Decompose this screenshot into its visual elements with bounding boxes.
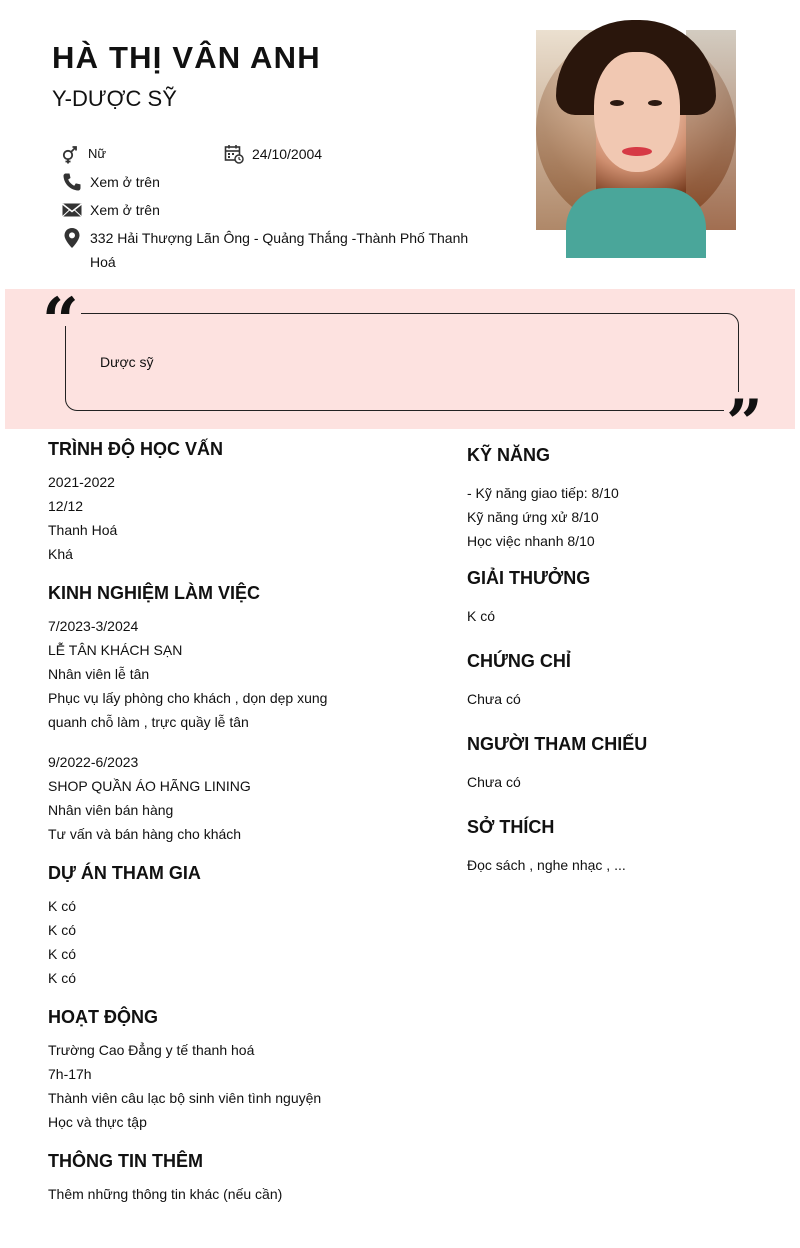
certificates-list [467, 687, 521, 711]
activity-line: Thành viên câu lạc bộ sinh viên tình nguyện [48, 1090, 322, 1106]
open-quote-icon: “ [42, 284, 79, 359]
activity-line: 7h-17h [48, 1066, 92, 1082]
experience-position: Nhân viên lễ tân [48, 666, 150, 682]
education-list [48, 470, 117, 566]
job-title: Y-DƯỢC SỸ [52, 86, 177, 111]
phone-row [60, 170, 160, 194]
skill-line: Học việc nhanh 8/10 [467, 533, 595, 549]
additional-info-line: Thêm những thông tin khác (nếu cần) [48, 1186, 283, 1202]
references-title: NGƯỜI THAM CHIẾU [467, 734, 648, 754]
envelope-icon [60, 198, 84, 222]
experience-period: 9/2022-6/2023 [48, 754, 139, 770]
experience-title: KINH NGHIỆM LÀM VIỆC [48, 583, 261, 603]
certificates-title: CHỨNG CHỈ [467, 651, 571, 671]
projects-title: DỰ ÁN THAM GIA [48, 863, 201, 883]
address-value: 332 Hải Thượng Lãn Ông - Quảng Thắng -Thành Phố Thanh Hoá [90, 230, 469, 270]
project-line: K có [48, 922, 77, 938]
experience-period: 7/2023-3/2024 [48, 618, 139, 634]
skill-line: - Kỹ năng giao tiếp: 8/10 [467, 485, 619, 501]
certificate-line: Chưa có [467, 691, 521, 707]
project-line: K có [48, 970, 77, 986]
experience-description: Tư vấn và bán hàng cho khách [48, 826, 242, 842]
education-line: Khá [48, 546, 73, 562]
hobbies-list [467, 853, 626, 877]
experience-company: SHOP QUẦN ÁO HÃNG LINING [48, 778, 251, 794]
hobby-line: Đọc sách , nghe nhạc , ... [467, 857, 626, 873]
phone-value: Xem ở trên [90, 174, 160, 190]
awards-list [467, 604, 495, 628]
email-row [60, 198, 160, 222]
candidate-name: HÀ THỊ VÂN ANH [52, 40, 321, 75]
education-line: 12/12 [48, 498, 84, 514]
reference-line: Chưa có [467, 774, 521, 790]
address-row [60, 226, 470, 274]
awards-title: GIẢI THƯỞNG [467, 568, 591, 588]
hobbies-title: SỞ THÍCH [467, 817, 555, 837]
calendar-icon [222, 142, 246, 166]
education-line: 2021-2022 [48, 474, 115, 490]
education-title: TRÌNH ĐỘ HỌC VẤN [48, 439, 223, 459]
additional-info-list [48, 1182, 282, 1206]
skills-list [467, 481, 619, 553]
map-pin-icon [60, 226, 84, 250]
birthday-value: 24/10/2004 [252, 146, 323, 162]
experience-entry [48, 614, 348, 734]
skill-line: Kỹ năng ứng xử 8/10 [467, 509, 599, 525]
email-value: Xem ở trên [90, 202, 160, 218]
gender-value: Nữ [88, 146, 107, 161]
experience-entry [48, 750, 348, 846]
award-line: K có [467, 608, 496, 624]
experience-description: Phục vụ lấy phòng cho khách , dọn dẹp xung quanh chỗ làm , trực quầy lễ tân [48, 690, 328, 730]
project-line: K có [48, 898, 77, 914]
objective-text: Dược sỹ [100, 354, 154, 370]
profile-photo [536, 30, 736, 230]
phone-icon [60, 170, 84, 194]
activities-title: HOẠT ĐỘNG [48, 1007, 158, 1027]
projects-list [48, 894, 76, 990]
additional-info-title: THÔNG TIN THÊM [48, 1151, 203, 1171]
project-line: K có [48, 946, 77, 962]
education-line: Thanh Hoá [48, 522, 118, 538]
gender-icon [58, 142, 82, 166]
objective-box [65, 313, 739, 411]
activities-list [48, 1038, 321, 1134]
experience-position: Nhân viên bán hàng [48, 802, 174, 818]
references-list [467, 770, 521, 794]
skills-title: KỸ NĂNG [467, 445, 551, 465]
gender-row [58, 142, 106, 166]
activity-line: Trường Cao Đẳng y tế thanh hoá [48, 1042, 255, 1058]
birthday-row [222, 142, 322, 166]
experience-company: LỄ TÂN KHÁCH SẠN [48, 642, 183, 658]
activity-line: Học và thực tập [48, 1114, 147, 1130]
close-quote-icon: ” [726, 386, 763, 461]
